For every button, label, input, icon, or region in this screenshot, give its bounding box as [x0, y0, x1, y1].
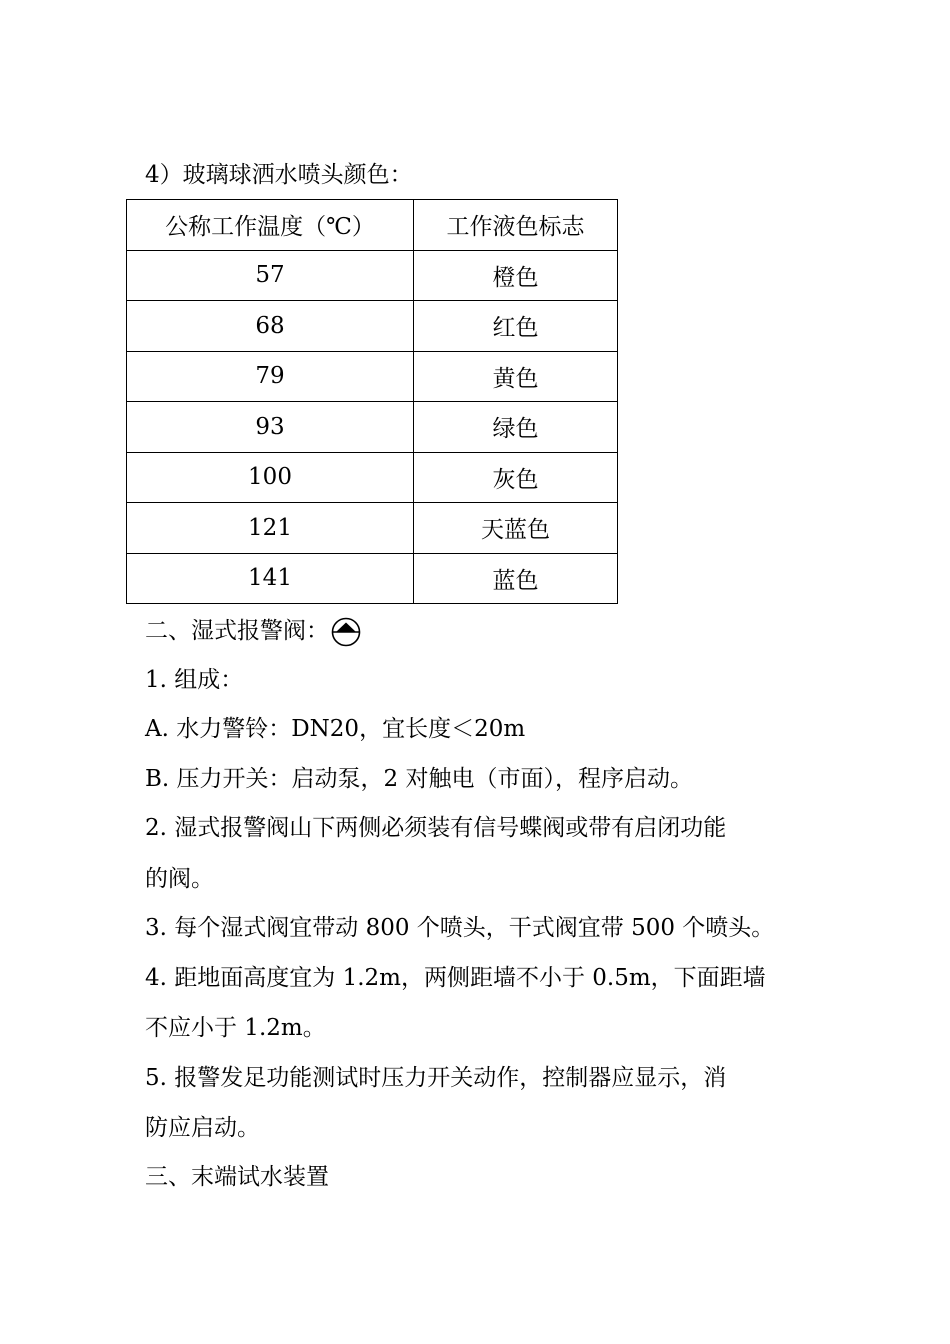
valve-symbol-svg: [331, 617, 361, 647]
text-line: 防应启动。: [145, 1115, 260, 1141]
cell-color: 灰色: [414, 452, 618, 503]
cell-color: 橙色: [414, 250, 618, 301]
cell-color: 蓝色: [414, 553, 618, 604]
text-line: 3. 每个湿式阀宜带动 800 个喷头，干式阀宜带 500 个喷头。: [145, 915, 775, 941]
section-title: 二、湿式报警阀：: [145, 618, 329, 644]
cell-temperature: 68: [127, 301, 414, 352]
subheading-sprinkler-colors: 4）玻璃球洒水喷头颜色：: [145, 162, 413, 188]
cell-temperature: 93: [127, 402, 414, 453]
header-liquid-color: 工作液色标志: [414, 200, 618, 251]
table-header-row: [127, 200, 618, 251]
wet-alarm-valve-symbol-icon: [331, 617, 361, 647]
table-row: [127, 351, 618, 402]
header-temperature: 公称工作温度（℃）: [127, 200, 414, 251]
cell-temperature: 100: [127, 452, 414, 503]
table-row: [127, 503, 618, 554]
text-line: 4. 距地面高度宜为 1.2m，两侧距墙不小于 0.5m，下面距墙: [145, 965, 766, 991]
text-line: 1. 组成：: [145, 667, 244, 693]
table-row: [127, 301, 618, 352]
table-row: [127, 452, 618, 503]
text-line: 2. 湿式报警阀山下两侧必须装有信号蝶阀或带有启闭功能: [145, 815, 727, 841]
cell-temperature: 141: [127, 553, 414, 604]
cell-temperature: 57: [127, 250, 414, 301]
table-row: [127, 402, 618, 453]
text-line: 的阀。: [145, 866, 214, 892]
text-line: 5. 报警发足功能测试时压力开关动作，控制器应显示，消: [145, 1065, 727, 1091]
text-line: A. 水力警铃：DN20，宜长度＜20m: [145, 716, 526, 742]
cell-color: 红色: [414, 301, 618, 352]
text-line: B. 压力开关：启动泵，2 对触电（市面），程序启动。: [145, 766, 693, 792]
section-heading-end-test-device: 三、末端试水装置: [145, 1164, 329, 1190]
table-row: [127, 250, 618, 301]
cell-temperature: 79: [127, 351, 414, 402]
cell-color: 天蓝色: [414, 503, 618, 554]
table-row: [127, 553, 618, 604]
cell-color: 绿色: [414, 402, 618, 453]
text-line: 不应小于 1.2m。: [145, 1015, 326, 1041]
section-heading-wet-alarm-valve: [145, 616, 361, 647]
sprinkler-color-table: [126, 199, 618, 604]
cell-temperature: 121: [127, 503, 414, 554]
cell-color: 黄色: [414, 351, 618, 402]
